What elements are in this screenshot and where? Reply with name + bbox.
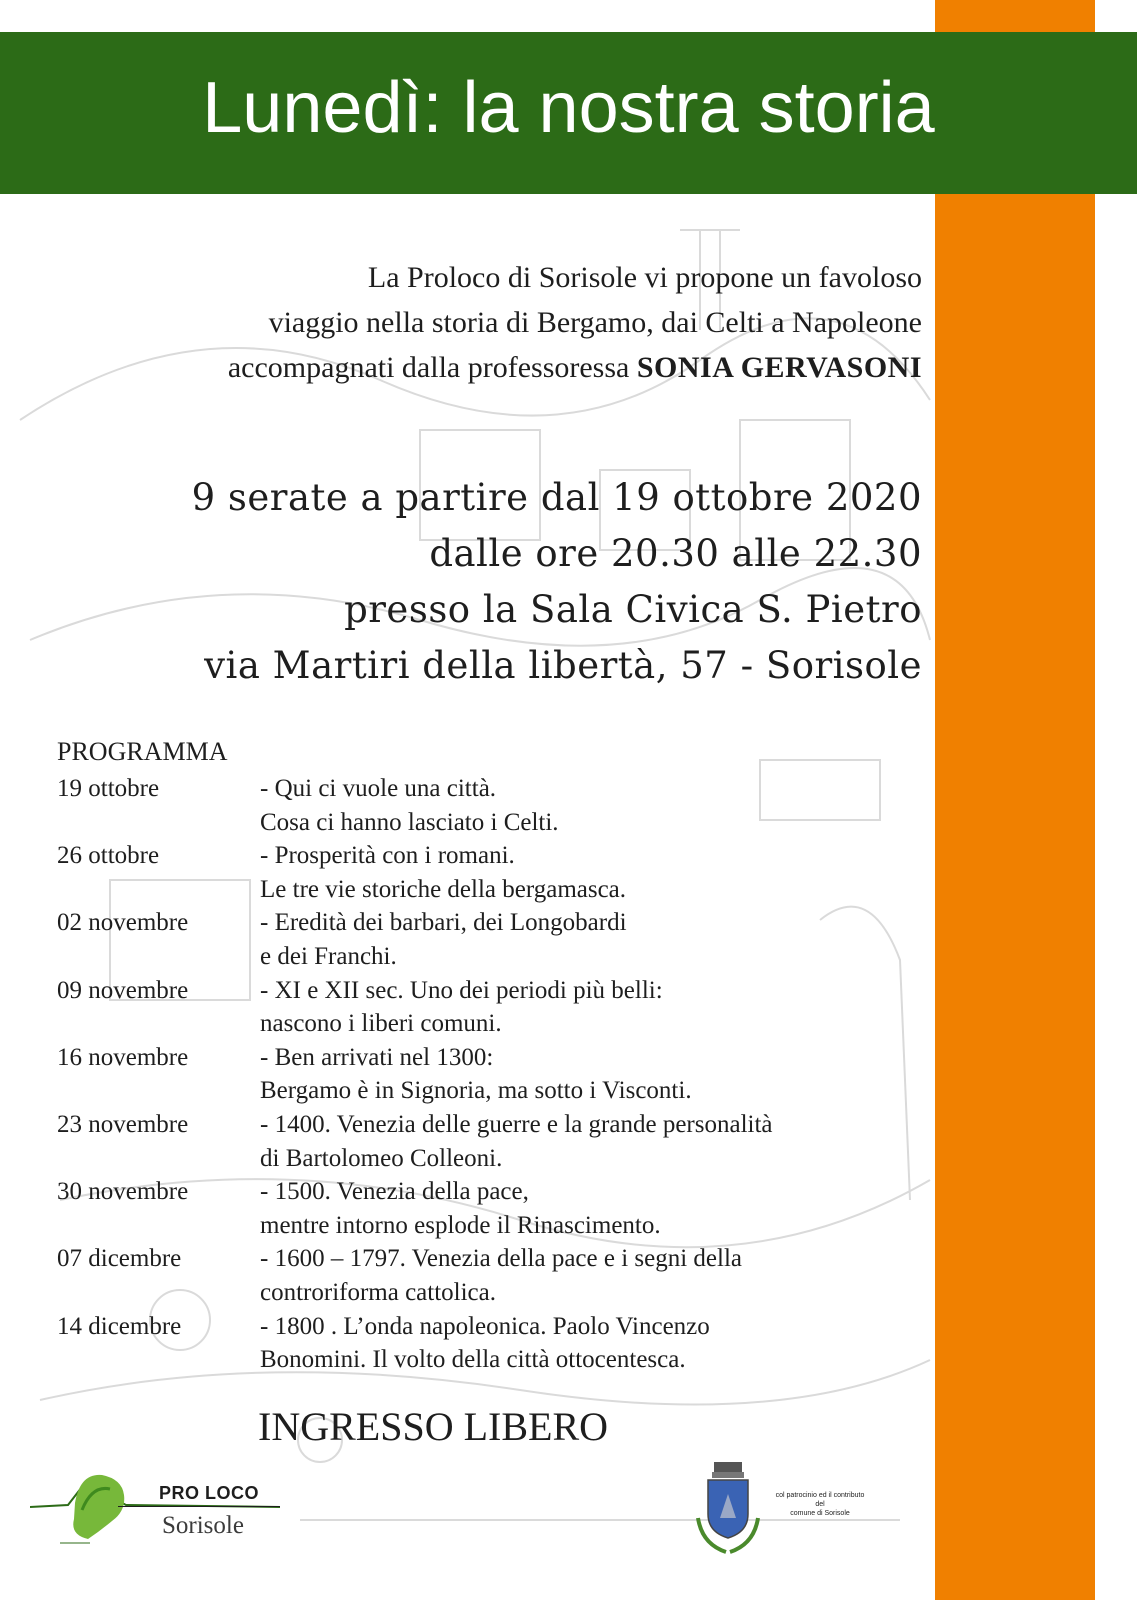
program-date: 02 novembre — [57, 909, 189, 937]
patronage-line: del — [815, 1501, 825, 1508]
program-row — [57, 1041, 937, 1108]
coat-of-arms-icon — [688, 1458, 768, 1558]
free-entry-label: INGRESSO LIBERO — [258, 1404, 609, 1449]
program-row — [57, 1242, 937, 1309]
program-description — [260, 1242, 937, 1309]
program-line: - XI e XII sec. Uno dei periodi più belli: — [260, 976, 663, 1004]
program-row — [57, 1310, 937, 1377]
intro-line — [22, 345, 922, 390]
program-line: Bonomini. Il volto della città ottocentesca. — [260, 1346, 686, 1374]
event-details — [22, 470, 922, 694]
program-line: di Bartolomeo Colleoni. — [260, 1144, 503, 1172]
program-date: 23 novembre — [57, 1110, 189, 1138]
proloco-title: PRO LOCO — [159, 1483, 260, 1503]
program-line: - Prosperità con i romani. — [260, 842, 515, 870]
program-description — [260, 839, 937, 906]
program-description — [260, 906, 937, 973]
program-description — [260, 1175, 937, 1242]
program-heading: PROGRAMMA — [57, 737, 228, 766]
program-description — [260, 1310, 937, 1377]
program-description — [260, 772, 937, 839]
program-description — [260, 974, 937, 1041]
page-title: Lunedì: la nostra storia — [202, 68, 935, 148]
program-date: 16 novembre — [57, 1043, 189, 1071]
patronage-line: col patrocinio ed il contributo — [775, 1492, 865, 1499]
program-line: Cosa ci hanno lasciato i Celti. — [260, 808, 559, 836]
program-line: nascono i liberi comuni. — [260, 1010, 502, 1038]
event-time: dalle ore 20.30 alle 22.30 — [429, 532, 922, 575]
speaker-name: SONIA GERVASONI — [636, 351, 922, 384]
program-description — [260, 1041, 937, 1108]
program-line: - 1500. Venezia della pace, — [260, 1178, 529, 1206]
side-accent-bar — [935, 0, 1095, 1600]
program-row — [57, 772, 937, 839]
program-line: - 1400. Venezia delle guerre e la grande personalità — [260, 1110, 773, 1138]
program-line: mentre intorno esplode il Rinascimento. — [260, 1211, 661, 1239]
program-row — [57, 1175, 937, 1242]
event-venue: presso la Sala Civica S. Pietro — [344, 588, 922, 631]
program-date: 14 dicembre — [57, 1312, 182, 1340]
program-row — [57, 839, 937, 906]
program-line: - 1600 – 1797. Venezia della pace e i segni della — [260, 1245, 743, 1273]
intro-prefix: accompagnati dalla professoressa — [227, 351, 630, 384]
program-date: 30 novembre — [57, 1178, 189, 1206]
program-line: - Qui ci vuole una città. — [260, 775, 497, 802]
patronage-line: comune di Sorisole — [790, 1510, 850, 1517]
program-line: - 1800 . L’onda napoleonica. Paolo Vincenzo — [260, 1312, 710, 1340]
event-dates: 9 serate a partire dal 19 ottobre 2020 — [191, 476, 922, 519]
proloco-subtitle: Sorisole — [162, 1512, 244, 1539]
program-date: 07 dicembre — [57, 1245, 182, 1273]
program-date: 09 novembre — [57, 976, 189, 1004]
program-line: - Ben arrivati nel 1300: — [260, 1043, 494, 1071]
intro-text — [22, 255, 922, 390]
program-row — [57, 974, 937, 1041]
intro-line: viaggio nella storia di Bergamo, dai Celti a Napoleone — [268, 306, 922, 339]
program-line: e dei Franchi. — [260, 942, 397, 970]
intro-line: La Proloco di Sorisole vi propone un favoloso — [367, 261, 922, 294]
program-date: 26 ottobre — [57, 842, 160, 870]
patronage-note — [760, 1491, 880, 1518]
program-line: controriforma cattolica. — [260, 1278, 496, 1306]
program-row — [57, 906, 937, 973]
program-line: Bergamo è in Signoria, ma sotto i Visconti. — [260, 1077, 692, 1105]
program-row — [57, 1108, 937, 1175]
program-line: Le tre vie storiche della bergamasca. — [260, 875, 627, 903]
program-line: - Eredità dei barbari, dei Longobardi — [260, 909, 627, 937]
program-description — [260, 1108, 937, 1175]
event-address: via Martiri della libertà, 57 - Sorisole — [204, 644, 922, 687]
program-list — [57, 772, 937, 1377]
program-date: 19 ottobre — [57, 775, 160, 802]
divider — [118, 1506, 280, 1507]
